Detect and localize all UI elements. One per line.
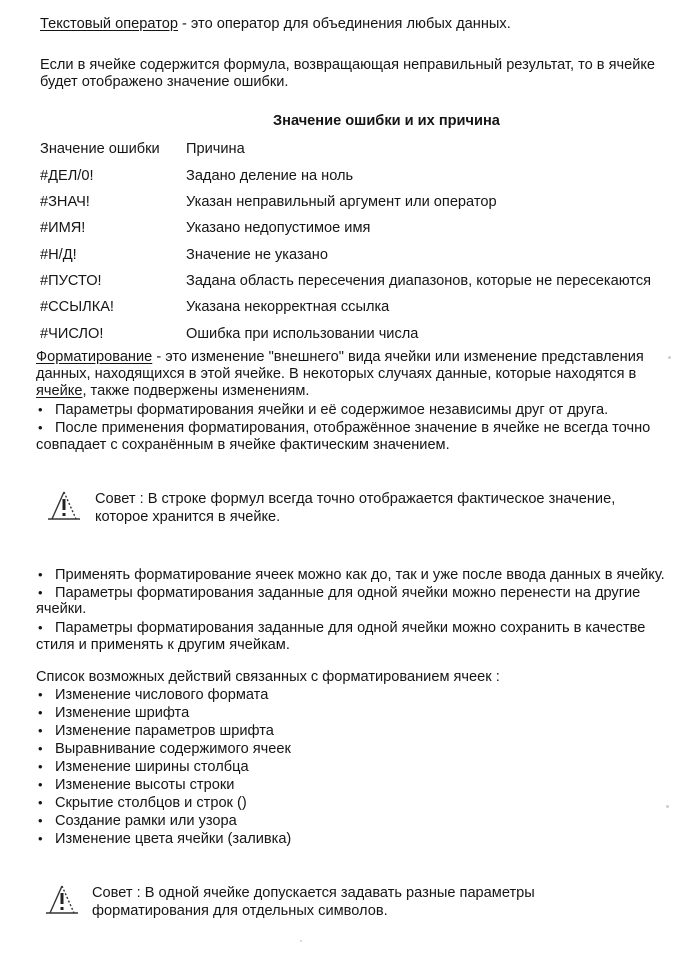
formatting-term: Форматирование (36, 349, 153, 365)
exclamation-pencil-icon (42, 880, 82, 916)
list-item (38, 740, 291, 758)
error-note-line-1: Если в ячейке содержится формула, возвращающая неправильный результат, то в ячейке (40, 57, 656, 73)
list-item (38, 704, 189, 722)
list-item-text: Изменение цвета ячейки (заливка) (55, 831, 292, 847)
error-table-title: Значение ошибки и их причина (273, 113, 500, 129)
error-reason: Указано недопустимое имя (186, 220, 371, 236)
list-item-text: Изменение высоты строки (55, 777, 235, 793)
list-item-continuation: стиля и применять к другим ячейкам. (36, 637, 290, 653)
formatting-line-1 (36, 348, 644, 366)
formatting-line-3 (36, 382, 309, 400)
list-item-text: Изменение ширины столбца (55, 759, 249, 775)
error-code: #ПУСТО! (40, 273, 102, 289)
tip-2-line-1: Совет : В одной ячейке допускается задавать разные параметры (92, 885, 535, 901)
error-code: #ССЫЛКА! (40, 299, 114, 315)
error-reason: Задано деление на ноль (186, 168, 354, 184)
list-item (38, 619, 645, 637)
list-item-text: Параметры форматирования ячейки и её содержимое независимы друг от друга. (55, 402, 609, 418)
scan-speck (300, 940, 302, 942)
list-item (38, 566, 665, 584)
exclamation-pencil-icon (44, 486, 84, 522)
error-table-header-reason: Причина (186, 141, 245, 157)
bullet: • (38, 777, 43, 792)
error-reason: Значение не указано (186, 247, 328, 263)
intro-line (40, 15, 511, 33)
bullet: • (38, 741, 43, 756)
intro-rest: - это оператор для объединения любых данных. (177, 16, 511, 32)
bullet: • (38, 402, 43, 417)
list-item-text: Изменение числового формата (55, 687, 269, 703)
bullet: • (38, 705, 43, 720)
list-item (38, 686, 268, 704)
list-item-continuation: совпадает с сохранённым в ячейке фактическим значением. (36, 437, 450, 453)
list-item (38, 419, 650, 437)
formatting-line-1-rest: - это изменение "внешнего" вида ячейки или изменение представления (152, 349, 644, 365)
list-item-text: Параметры форматирования заданные для одной ячейки можно сохранить в качестве (55, 620, 646, 636)
tip-1-line-1: Совет : В строке формул всегда точно отображается фактическое значение, (95, 491, 616, 507)
error-code: #ЗНАЧ! (40, 194, 90, 210)
list-item-text: Применять форматирование ячеек можно как до, так и уже после ввода данных в ячейку. (55, 567, 665, 583)
error-note-line-2: будет отображено значение ошибки. (40, 74, 289, 90)
list-item (38, 584, 640, 602)
formatting-line-2: данных, находящихся в этой ячейке. В некоторых случаях данные, которые находятся в (36, 366, 637, 382)
intro-term: Текстовый оператор (40, 16, 178, 32)
list-item (38, 776, 234, 794)
list-item (38, 401, 608, 419)
list-item-text: После применения форматирования, отображённое значение в ячейке не всегда точно (55, 420, 651, 436)
error-code: #ДЕЛ/0! (40, 168, 94, 184)
error-reason: Ошибка при использовании числа (186, 326, 419, 342)
bullet: • (38, 723, 43, 738)
error-reason: Задана область пересечения диапазонов, которые не пересекаются (186, 273, 652, 289)
bullet: • (38, 759, 43, 774)
error-code: #Н/Д! (40, 247, 77, 263)
list-item-text: Выравнивание содержимого ячеек (55, 741, 291, 757)
bullet: • (38, 420, 43, 435)
error-reason: Указана некорректная ссылка (186, 299, 390, 315)
list-item-text: Скрытие столбцов и строк () (55, 795, 247, 811)
tip-2-line-2: форматирования для отдельных символов. (92, 903, 388, 919)
bullet: • (38, 585, 43, 600)
scan-speck (668, 356, 671, 359)
tip-1-line-2: которое хранится в ячейке. (95, 509, 281, 525)
error-code: #ЧИСЛО! (40, 326, 104, 342)
list-item (38, 830, 291, 848)
formatting-cell-term: ячейке (36, 383, 83, 399)
bullet: • (38, 831, 43, 846)
bullet: • (38, 795, 43, 810)
list-item (38, 758, 249, 776)
error-reason: Указан неправильный аргумент или оператор (186, 194, 497, 210)
bullet: • (38, 687, 43, 702)
bullet: • (38, 620, 43, 635)
bullet: • (38, 813, 43, 828)
bullet: • (38, 567, 43, 582)
list-item-text: Параметры форматирования заданные для одной ячейки можно перенести на другие (55, 585, 641, 601)
list-item (38, 722, 274, 740)
formatting-line-3-rest: , также подвержены изменениям. (82, 383, 310, 399)
actions-title: Список возможных действий связанных с форматированием ячеек : (36, 669, 500, 685)
list-item-text: Создание рамки или узора (55, 813, 237, 829)
scan-speck (666, 805, 669, 808)
list-item-continuation: ячейки. (36, 601, 87, 617)
list-item-text: Изменение шрифта (55, 705, 190, 721)
error-table-header-code: Значение ошибки (40, 141, 160, 157)
list-item (38, 812, 237, 830)
error-code: #ИМЯ! (40, 220, 86, 236)
list-item (38, 794, 247, 812)
list-item-text: Изменение параметров шрифта (55, 723, 274, 739)
